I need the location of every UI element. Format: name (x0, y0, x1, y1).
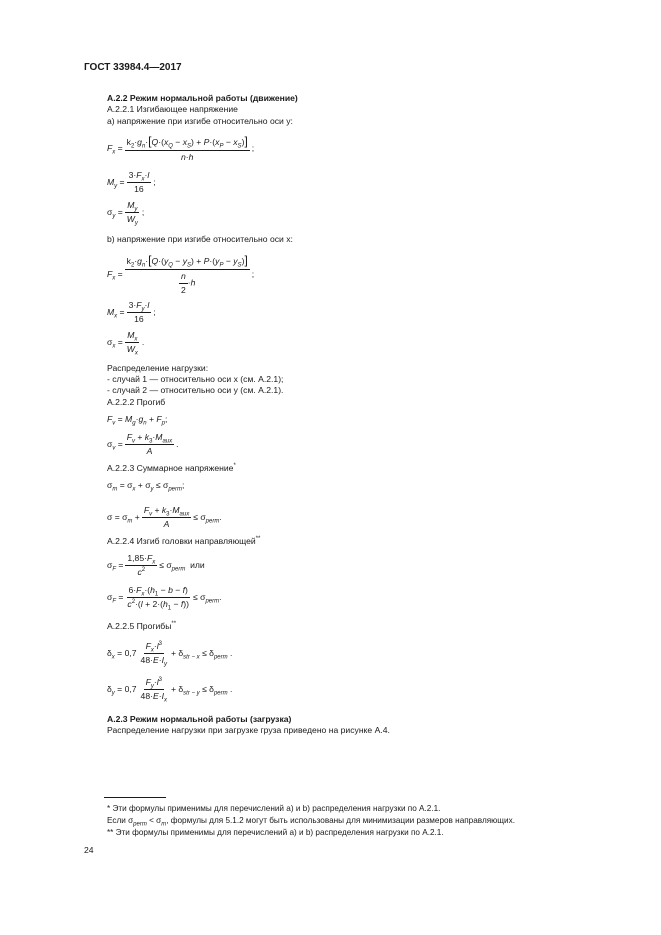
footnote-2: ** Эти формулы применимы для перечислений a) и b) распределения нагрузки по А.2.1. (107, 828, 444, 837)
footnote-1: * Эти формулы применимы для перечислений a) и b) распределения нагрузки по А.2.1. (107, 804, 441, 813)
or-word: или (190, 559, 205, 570)
formula-sigma-v: $\sigma_v$ = $\frac{F_v + k_3\cdot M_{aux}}{A}$ . (107, 432, 179, 456)
load-case-2: - случай 2 — относительно оси y (см. А.2.1). (107, 385, 284, 395)
item-a-label: a) напряжение при изгибе относительно оси y: (107, 116, 293, 126)
formula-delta-x: $\delta_x = 0,7$ $\frac{F_x\cdot l^3}{48\cdot E\cdot I_y}$ + $\delta_{str - x} \le \delta_{perm}$ . (107, 641, 233, 668)
formula-fx-x: $F_x$ = $k_2\cdot g_n\cdot[Q\cdot(y_Q - y_S) + P\cdot(y_P - y_S)]$ $\frac{n}{2}$ ·h ; (107, 253, 255, 295)
subsection-a223: А.2.2.3 Суммарное напряжение* (107, 463, 236, 473)
formula-fx-y: $F_x$ = $\frac{k_2\cdot g_n\cdot[Q\cdot(x_Q - x_S) + P\cdot(x_P - x_S)]}{n\cdot h}$ ; (107, 134, 255, 162)
section-title-a22: А.2.2 Режим нормальной работы (движение) (107, 93, 298, 103)
load-distribution-title: Распределение нагрузки: (107, 363, 209, 373)
footnote-1-continued: Если $\sigma_{perm} < \sigma_m$, формулы для 5.1.2 могут быть использованы для минимизации размеров направляющих. (107, 816, 515, 828)
formula-my: $M_y$ = $\frac{3\cdot F_x\cdot l}{16}$ ; (107, 170, 156, 194)
formula-sigma-y: $\sigma_y$ = $\frac{M_y}{W_y}$ ; (107, 200, 145, 227)
formula-sigma-x: $\sigma_x$ = $\frac{M_x}{W_x}$ . (107, 330, 145, 357)
footnote-divider (104, 797, 166, 798)
formula-mx: $M_x$ = $\frac{3\cdot F_y\cdot l}{16}$ ; (107, 300, 156, 324)
subsection-a225: А.2.2.5 Прогибы** (107, 621, 177, 631)
formula-sigma-f-1: $\sigma_F$ = $\frac{1,85\cdot F_x}{c^2}$ ≤ $\sigma_{perm}$ или (107, 553, 205, 577)
formula-sigma-total: $\sigma = \sigma_m$ + $\frac{F_v + k_3\cdot M_{aux}}{A}$ ≤ $\sigma_{perm}$. (107, 505, 222, 529)
subsection-a221: А.2.2.1 Изгибающее напряжение (107, 104, 238, 114)
formula-fv: $F_v = M_g\cdot g_n + F_p$; (107, 414, 168, 427)
document-header: ГОСТ 33984.4—2017 (84, 62, 182, 73)
subsection-a224: А.2.2.4 Изгиб головки направляющей** (107, 536, 261, 546)
subsection-a222: А.2.2.2 Прогиб (107, 397, 166, 407)
section-a23-text: Распределение нагрузки при загрузке груза приведено на рисунке А.4. (107, 725, 390, 735)
item-b-label: b) напряжение при изгибе относительно оси x: (107, 234, 293, 244)
formula-delta-y: $\delta_y = 0,7$ $\frac{F_y\cdot l^3}{48\cdot E\cdot I_x}$ + $\delta_{str - y} \le \delta_{perm}$ . (107, 677, 233, 704)
section-title-a23: А.2.3 Режим нормальной работы (загрузка) (107, 714, 292, 724)
formula-sigma-m: $\sigma_m = \sigma_x + \sigma_y \le \sigma_{perm}$; (107, 480, 185, 493)
load-case-1: - случай 1 — относительно оси x (см. А.2.1); (107, 374, 284, 384)
formula-sigma-f-2: $\sigma_F$ = $\frac{6\cdot F_x\cdot(h_1 - b - f)}{c^2\cdot(l + 2\cdot(h_1 - f))}$ ≤ $\sigma_{perm}$. (107, 585, 222, 612)
page-number: 24 (84, 845, 94, 855)
